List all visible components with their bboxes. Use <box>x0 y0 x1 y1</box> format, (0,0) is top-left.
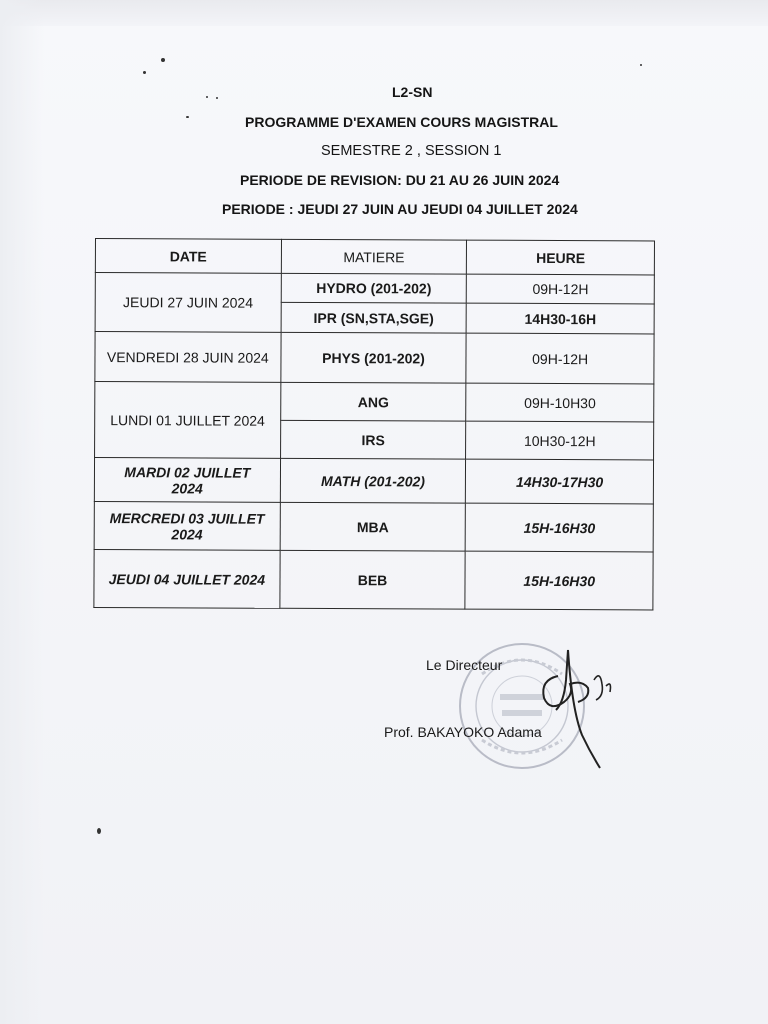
subject-cell: ANG <box>280 382 466 421</box>
column-header-subject: MATIERE <box>281 239 467 274</box>
date-cell: LUNDI 01 JUILLET 2024 <box>95 382 281 459</box>
time-cell: 14H30-17H30 <box>466 459 654 504</box>
date-line: 2024 <box>171 525 203 542</box>
subject-cell: IPR (SN,STA,SGE) <box>281 302 467 333</box>
column-header-time: HEURE <box>467 240 655 275</box>
time-cell: 15H-16H30 <box>466 503 654 552</box>
subject-cell: BEB <box>280 550 466 609</box>
director-title: Le Directeur <box>426 657 503 673</box>
column-header-date: DATE <box>95 239 281 274</box>
time-cell: 10H30-12H <box>466 421 654 460</box>
revision-period: PERIODE DE REVISION: DU 21 AU 26 JUIN 2024 <box>240 172 560 188</box>
semester-session: SEMESTRE 2 , SESSION 1 <box>321 143 502 159</box>
document-title: PROGRAMME D'EXAMEN COURS MAGISTRAL <box>245 114 558 130</box>
date-cell: VENDREDI 28 JUIN 2024 <box>95 332 281 383</box>
time-cell: 09H-12H <box>466 333 654 384</box>
subject-cell: PHYS (201-202) <box>281 332 467 383</box>
exam-period: PERIODE : JEUDI 27 JUIN AU JEUDI 04 JUILLET 2024 <box>222 201 578 217</box>
handwritten-signature <box>520 640 620 772</box>
date-line: MARDI 02 JUILLET <box>124 463 251 481</box>
date-line: 2024 <box>171 479 203 496</box>
subject-cell: IRS <box>280 420 466 459</box>
time-cell: 15H-16H30 <box>465 551 653 610</box>
subject-cell: HYDRO (201-202) <box>281 273 467 303</box>
director-name: Prof. BAKAYOKO Adama <box>384 724 542 740</box>
class-code: L2-SN <box>392 84 433 100</box>
time-cell: 09H-12H <box>467 274 655 304</box>
subject-cell: MBA <box>280 502 466 551</box>
subject-cell: MATH (201-202) <box>280 458 466 503</box>
date-cell: JEUDI 27 JUIN 2024 <box>95 273 281 333</box>
time-cell: 14H30-16H <box>466 303 654 334</box>
date-line: MERCREDI 03 JUILLET <box>109 509 265 527</box>
time-cell: 09H-10H30 <box>466 383 654 422</box>
date-cell: JEUDI 04 JUILLET 2024 <box>94 549 280 608</box>
